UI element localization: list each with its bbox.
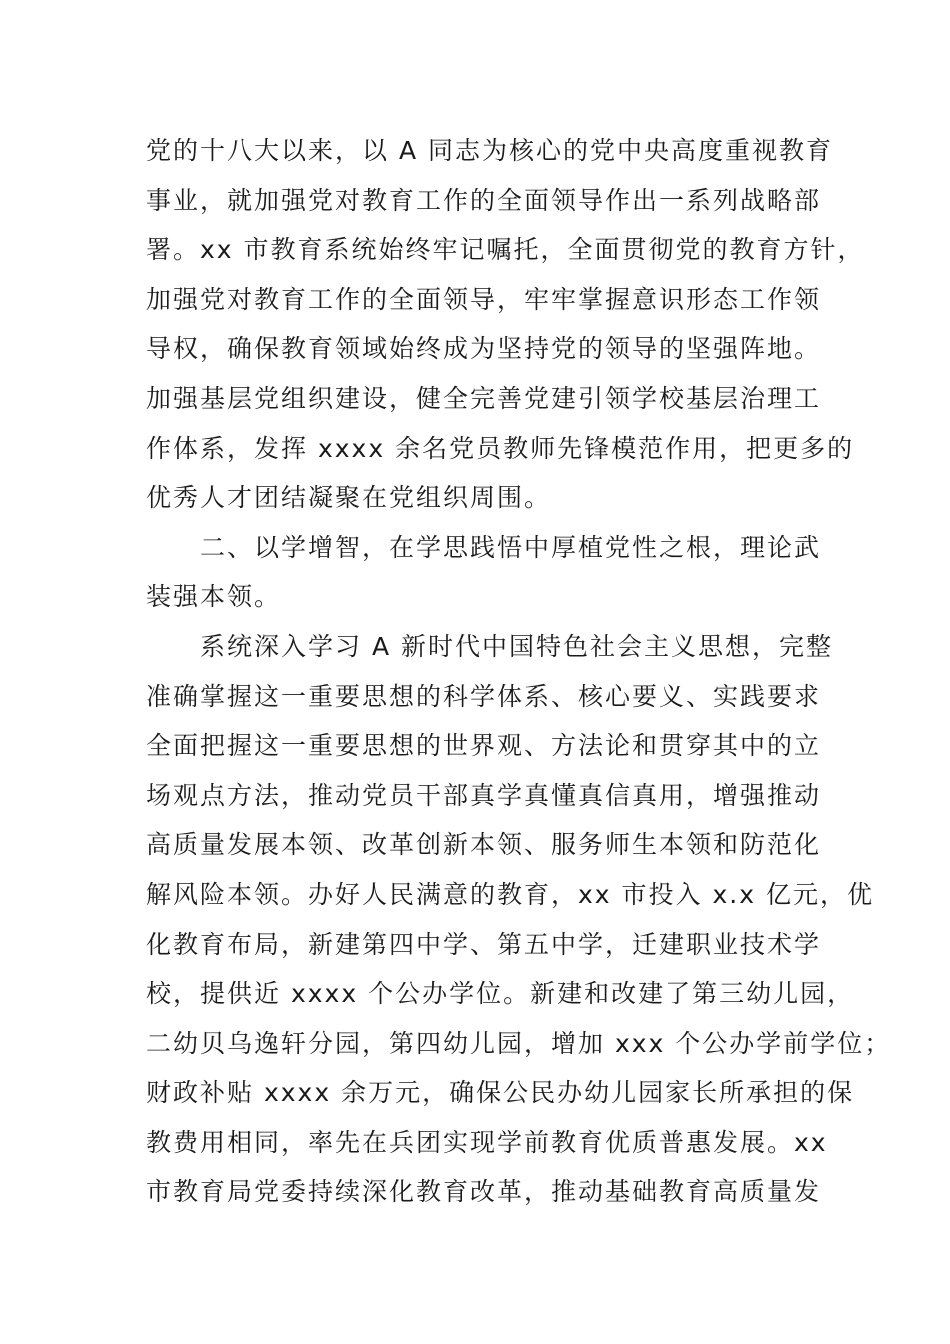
paragraph-3 xyxy=(146,622,892,1217)
text-line: 二幼贝乌逸轩分园，第四幼儿园，增加 xxx 个公办学前学位； xyxy=(146,1028,892,1058)
text-line: 教费用相同，率先在兵团实现学前教育优质普惠发展。xx xyxy=(146,1127,828,1157)
text-line: 党的十八大以来，以 A 同志为核心的党中央高度重视教育 xyxy=(146,136,833,165)
text-line: 高质量发展本领、改革创新本领、服务师生本领和防范化 xyxy=(146,830,822,860)
section-heading-2 xyxy=(146,523,822,622)
text-line: 校，提供近 xxxx 个公办学位。新建和改建了第三幼儿园， xyxy=(146,979,855,1009)
text-line: 场观点方法，推动党员干部真学真懂真信真用，增强推动 xyxy=(146,780,822,810)
text-line: 化教育布局，新建第四中学、第五中学，迁建职业技术学 xyxy=(146,929,822,959)
text-line: 作体系，发挥 xxxx 余名党员教师先锋模范作用，把更多的 xyxy=(146,433,855,463)
text-line: 优秀人才团结凝聚在党组织周围。 xyxy=(146,483,552,513)
document-body xyxy=(146,126,892,1217)
text-line: 解风险本领。办好人民满意的教育，xx 市投入 x.x 亿元，优 xyxy=(146,879,874,909)
text-line: 财政补贴 xxxx 余万元，确保公民办幼儿园家长所承担的保 xyxy=(146,1078,855,1108)
text-line: 导权，确保教育领域始终成为坚持党的领导的坚强阵地。 xyxy=(146,334,822,364)
text-line: 全面把握这一重要思想的世界观、方法论和贯穿其中的立 xyxy=(146,731,822,761)
text-line: 市教育局党委持续深化教育改革，推动基础教育高质量发 xyxy=(146,1177,822,1207)
text-line: 署。xx 市教育系统始终牢记嘱托，全面贯彻党的教育方针， xyxy=(146,235,865,265)
text-line: 事业，就加强党对教育工作的全面领导作出一系列战略部 xyxy=(146,185,822,215)
text-line: 系统深入学习 A 新时代中国特色社会主义思想，完整 xyxy=(200,631,833,661)
text-line: 二、以学增智，在学思践悟中厚植党性之根，理论武 xyxy=(200,532,822,562)
paragraph-1 xyxy=(146,126,865,523)
text-line: 装强本领。 xyxy=(146,582,282,612)
text-line: 准确掌握这一重要思想的科学体系、核心要义、实践要求 xyxy=(146,681,822,711)
text-line: 加强党对教育工作的全面领导，牢牢掌握意识形态工作领 xyxy=(146,284,822,314)
text-line: 加强基层党组织建设，健全完善党建引领学校基层治理工 xyxy=(146,383,822,413)
